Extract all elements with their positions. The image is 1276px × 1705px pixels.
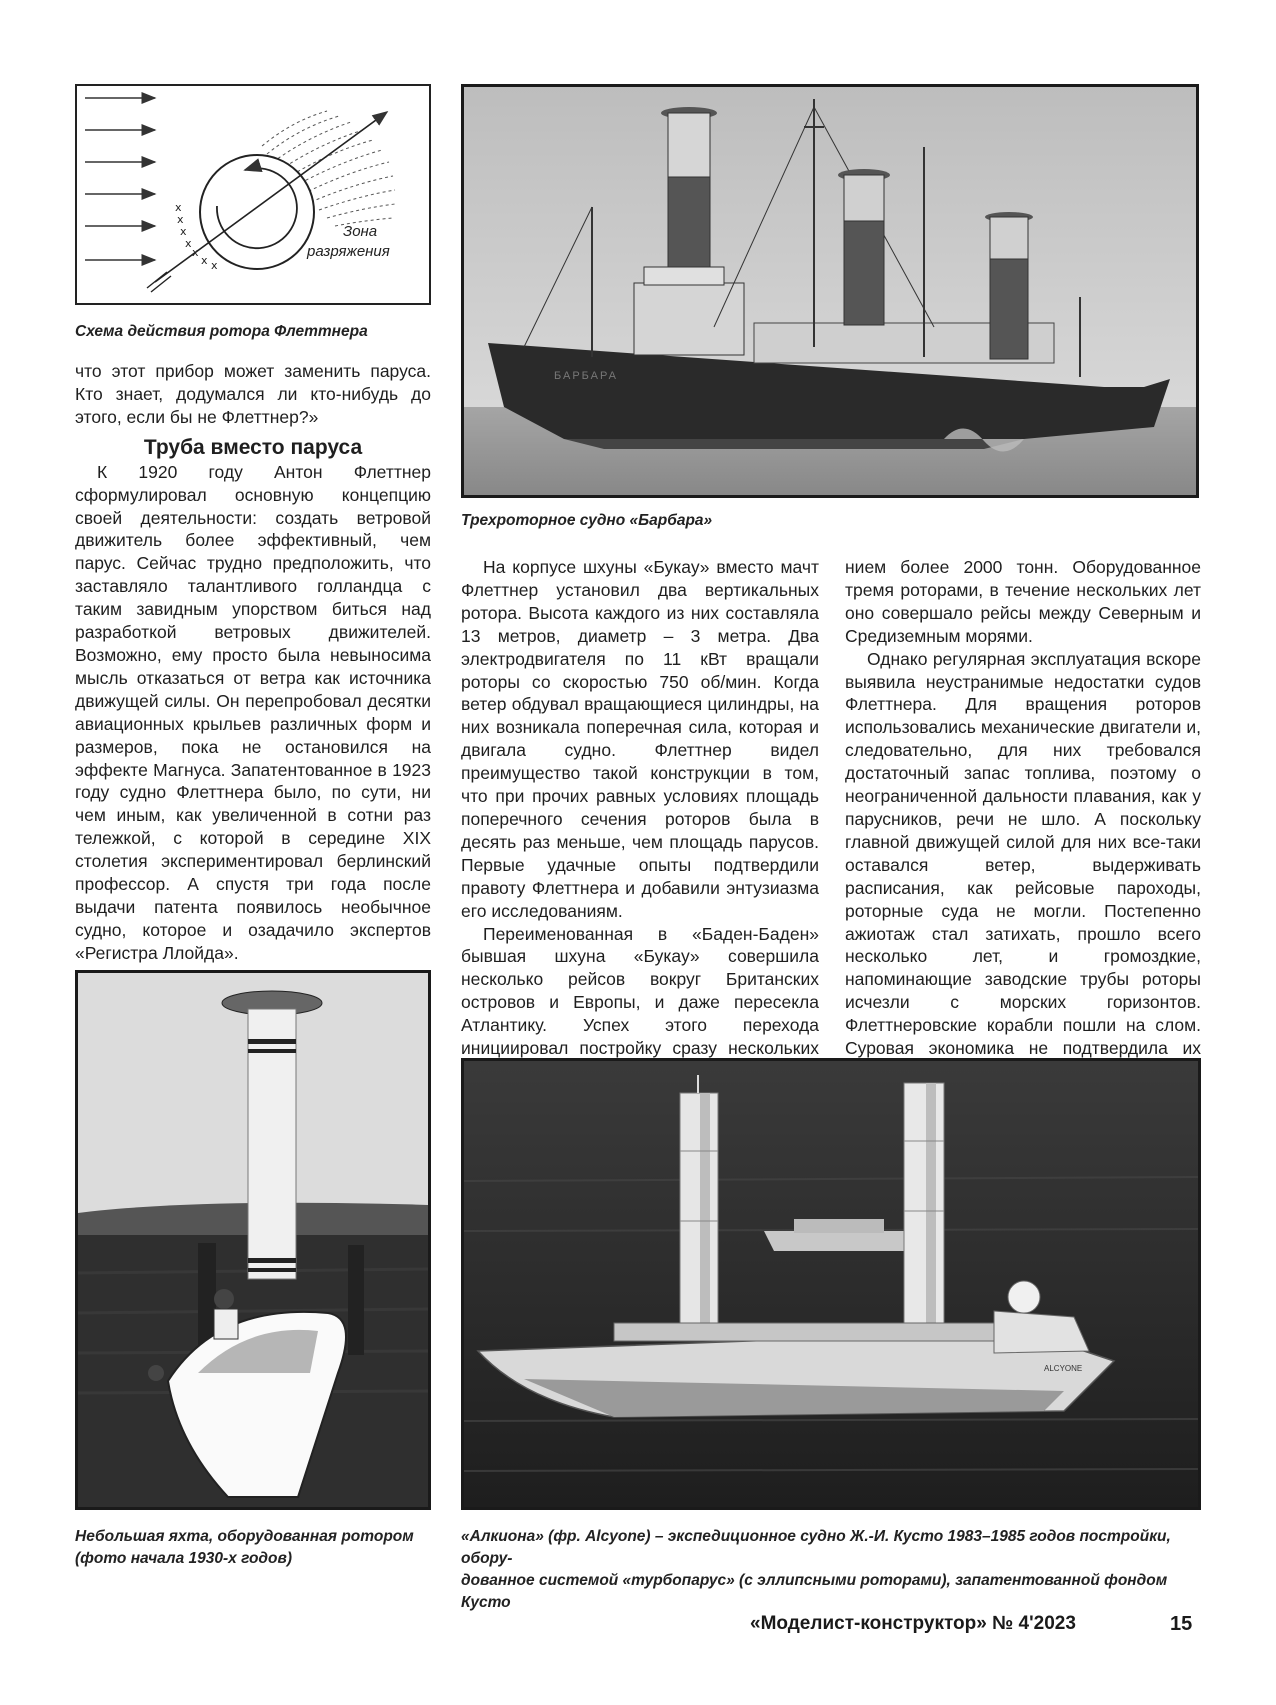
middle-paragraph-2: Переименованная в «Баден-Баден» бывшая шхуна «Букау» совершила несколько рейсов вокруг Британских островов и Европы, и даже пересекла Атлантику. Успех этого перехода инициировал постройку сразу нескольких (461, 923, 819, 1059)
arrow-tail (147, 272, 171, 292)
page-number: 15 (1170, 1613, 1193, 1635)
alcyone-caption (461, 1526, 1221, 1614)
middle-paragraph-1: На корпусе шхуны «Букау» вместо мачт Флеттнер установил два вертикальных ротора. Высота каждого из них составляла 13 метров, диаметр – 3 метра. Два электродвигателя по 11 кВт вращали роторы со скоростью 750 об/мин. Когда ветер обдувал вращающиеся цилиндры, на них возникала поперечная сила, которая и двигала судно. Флеттнер видел преимущество такой конструкции в том, что при прочих равных условиях площадь поперечного сечения роторов была в десять раз меньше, чем площадь парусов. Первые удачные опыты подтвердили правоту Флеттнера и добавили энтузиазма его исследованиям. (461, 557, 819, 921)
yacht-caption-line1: Небольшая яхта, оборудованная ротором (75, 1528, 414, 1545)
svg-text:x: x (211, 259, 218, 272)
right-column (845, 556, 1201, 1083)
barbara-bridge (634, 283, 744, 355)
magazine-footer: «Моделист-конструктор» № 4'2023 (750, 1613, 1076, 1634)
alcyone-caption-line1: «Алкиона» (фр. Alcyone) – экспедиционное судно Ж.-И. Кусто 1983–1985 годов постройки, обору- (461, 1528, 1171, 1567)
left-paragraph-continued: что этот прибор может заменить паруса. Кто знает, додумался ли кто-нибудь до этого, если бы не Флеттнер?» (75, 361, 431, 427)
zone-label-line2: разряжения (307, 243, 390, 260)
yacht-photo (75, 970, 431, 1510)
right-paragraph-continued: нием более 2000 тонн. Оборудованное тремя роторами, в течение нескольких лет оно совершало рейсы между Северным и Средиземным морями. (845, 557, 1201, 646)
svg-text:x: x (177, 213, 184, 226)
barbara-ship-illustration (464, 87, 1196, 495)
right-paragraph-1: Однако регулярная эксплуатация вскоре выявила неустранимые недостатки судов Флеттнера. Для вращения роторов использовались механические двигатели и, следовательно, для них требовался достаточный запас топлива, поэтому о неограниченной дальности плавания, как у парусников, речи не шло. А поскольку главной движущей силой для них все-таки оставался ветер, выдерживать расписания, как рейсовые пароходы, роторные суда не могли. Постепенно ажиотаж стал затихать, прошло всего несколько лет, и громоздкие, напоминающие заводские трубы роторы исчезли с морских горизонтов. Флеттнеровские корабли пошли на слом. Суровая экономика не подтвердила их (845, 648, 1201, 1059)
barbara-hull-name: БАРБАРА (554, 370, 618, 382)
zone-label-line1: Зона (343, 223, 378, 240)
left-paragraph-1: К 1920 году Антон Флеттнер сформулировал основную концепцию своей деятельности: создать ветровой движитель более эффективный, чем парус. Сейчас трудно предположить, что заставляло талантливого голландца с таким завидным упорством биться над разработкой ветровых движителей. Возможно, ему просто была невыносима мысль отказаться от ветра как источника движущей силы. Он перепробовал десятки авиационных крыльев различных форм и размеров, пока не остановился на эффекте Магнуса. Запатентованное в 1923 году судно Флеттнера было, по сути, ни чем иным, как увеличенной в сотни раз тележкой, с которой в середине XIX столетия экспериментировал берлинский профессор. А спустя три года после выдачи патента появилось необычное судно, которое и озадачило экспертов «Регистра Ллойда». (75, 461, 431, 963)
svg-text:x: x (201, 254, 208, 267)
yacht-caption-line2: (фото начала 1930-х годов) (75, 1550, 292, 1567)
svg-text:x: x (185, 237, 192, 250)
section-heading: Труба вместо паруса (143, 435, 363, 459)
svg-text:x: x (192, 246, 199, 259)
yacht-caption (75, 1526, 455, 1570)
alcyone-caption-line2: дованное системой «турбопарус» (с эллипсными роторами), запатентованной фондом Кусто (461, 1572, 1168, 1611)
alcyone-hull-name: ALCYONE (1044, 1364, 1083, 1373)
alcyone-photo (461, 1058, 1201, 1510)
middle-column (461, 556, 819, 1106)
wind-arrows (85, 98, 155, 260)
alcyone-ship-illustration (464, 1061, 1198, 1507)
rotor-diagram-drawing (77, 86, 429, 303)
svg-text:x: x (175, 201, 182, 214)
rotor-diagram (75, 84, 431, 305)
barbara-photo (461, 84, 1199, 498)
svg-text:x: x (180, 225, 187, 238)
barbara-caption: Трехроторное судно «Барбара» (461, 512, 713, 529)
diagram-caption: Схема действия ротора Флеттнера (75, 323, 368, 340)
yacht-illustration (78, 973, 428, 1507)
left-column (75, 360, 431, 965)
